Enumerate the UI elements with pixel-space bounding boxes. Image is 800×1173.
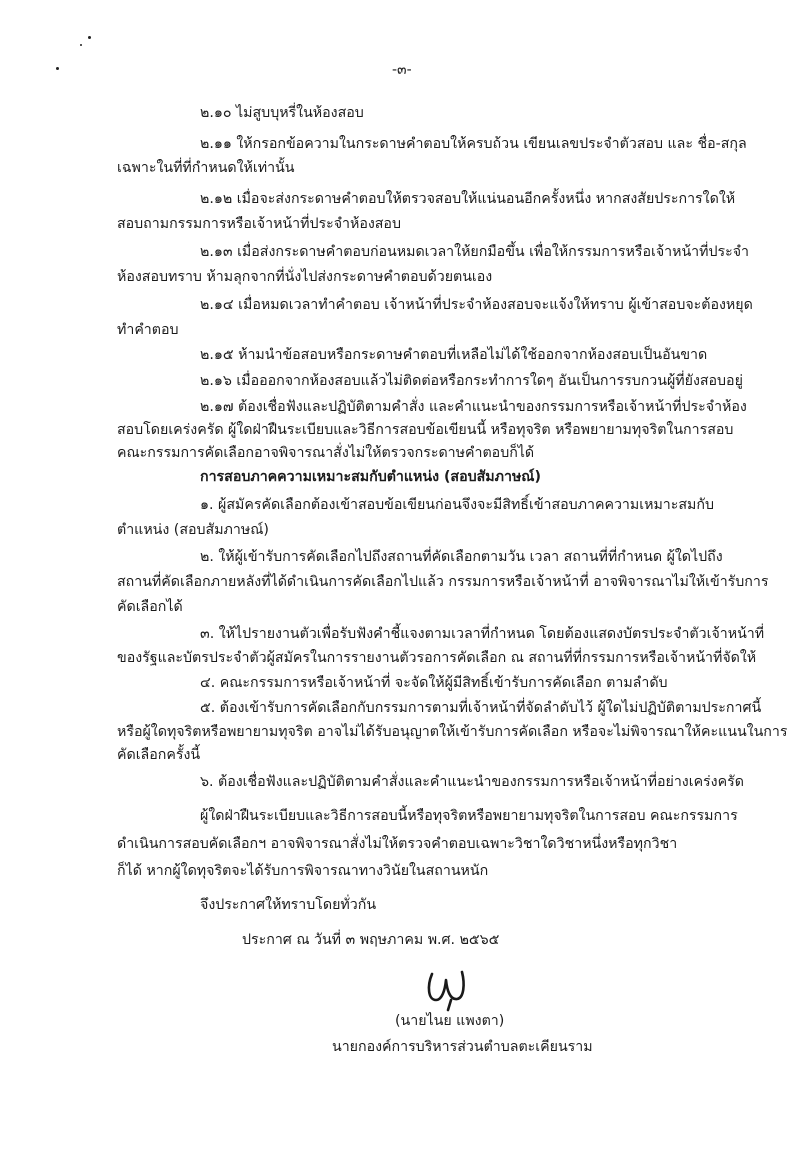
interview-rule-1: ๑. ผู้สมัครคัดเลือกต้องเข้าสอบข้อเขียนก่อนจึงจะมีสิทธิ์เข้าสอบภาคความเหมาะสมกับ — [200, 497, 714, 513]
rule-2-12-cont: สอบถามกรรมการหรือเจ้าหน้าที่ประจำห้องสอบ — [117, 216, 401, 232]
rule-2-14-cont: ทำคำตอบ — [117, 322, 179, 338]
rule-2-17: ๒.๑๗ ต้องเชื่อฟังและปฏิบัติตามคำสั่ง และคำแนะนำของกรรมการหรือเจ้าหน้าที่ประจำห้อง — [200, 399, 747, 415]
rule-2-17-cont: คณะกรรมการคัดเลือกอาจพิจารณาสั่งไม่ให้ตรวจกระดาษคำตอบก็ได้ — [117, 445, 535, 461]
rule-2-16: ๒.๑๖ เมื่อออกจากห้องสอบแล้วไม่ติดต่อหรือกระทำการใดๆ อันเป็นการรบกวนผู้ที่ยังสอบอยู่ — [200, 373, 743, 389]
interview-rule-6: ๖. ต้องเชื่อฟังและปฏิบัติตามคำสั่งและคำแนะนำของกรรมการหรือเจ้าหน้าที่อย่างเคร่งครัด — [200, 774, 744, 790]
page-number: -๓- — [392, 62, 412, 78]
rule-2-14: ๒.๑๔ เมื่อหมดเวลาทำคำตอบ เจ้าหน้าที่ประจำห้องสอบจะแจ้งให้ทราบ ผู้เข้าสอบจะต้องหยุด — [200, 297, 753, 313]
interview-rule-3: ๓. ให้ไปรายงานตัวเพื่อรับฟังคำชี้แจงตามเวลาที่กำหนด โดยต้องแสดงบัตรประจำตัวเจ้าหน้าที่ — [200, 626, 765, 642]
interview-rule-5: ๕. ต้องเข้ารับการคัดเลือกกับกรรมการตามที่เจ้าหน้าที่จัดลำดับไว้ ผู้ใดไม่ปฏิบัติตามประกาศนี้ — [200, 700, 762, 716]
rule-2-13: ๒.๑๓ เมื่อส่งกระดาษคำตอบก่อนหมดเวลาให้ยกมือขึ้น เพื่อให้กรรมการหรือเจ้าหน้าที่ประจำ — [200, 244, 749, 260]
rule-2-13-cont: ห้องสอบทราบ ห้ามลุกจากที่นั่งไปส่งกระดาษคำตอบด้วยตนเอง — [117, 269, 493, 285]
rule-2-12: ๒.๑๒ เมื่อจะส่งกระดาษคำตอบให้ตรวจสอบให้แน่นอนอีกครั้งหนึ่ง หากสงสัยประการใดให้ — [200, 191, 736, 207]
handwritten-signature — [418, 966, 478, 1012]
rule-2-10: ๒.๑๐ ไม่สูบบุหรี่ในห้องสอบ — [200, 105, 364, 121]
rule-2-11-cont: เฉพาะในที่ที่กำหนดให้เท่านั้น — [117, 160, 295, 176]
closing-paragraph-cont: ดำเนินการสอบคัดเลือกฯ อาจพิจารณาสั่งไม่ให้ตรวจคำตอบเฉพาะวิชาใดวิชาหนึ่งหรือทุกวิชา — [117, 836, 678, 852]
closing-paragraph-cont: ก็ได้ หากผู้ใดทุจริตจะได้รับการพิจารณาทางวินัยในสถานหนัก — [117, 863, 489, 879]
rule-2-15: ๒.๑๕ ห้ามนำข้อสอบหรือกระดาษคำตอบที่เหลือไม่ได้ใช้ออกจากห้องสอบเป็นอันขาด — [200, 347, 708, 363]
interview-rule-2: ๒. ให้ผู้เข้ารับการคัดเลือกไปถึงสถานที่คัดเลือกตามวัน เวลา สถานที่ที่กำหนด ผู้ใดไปถึง — [200, 549, 723, 565]
date-line: ประกาศ ณ วันที่ ๓ พฤษภาคม พ.ศ. ๒๕๖๕ — [242, 932, 500, 948]
signer-title: นายกองค์การบริหารส่วนตำบลตะเคียนราม — [332, 1039, 593, 1055]
interview-rule-2-cont: สถานที่คัดเลือกภายหลังที่ได้ดำเนินการคัดเลือกไปแล้ว กรรมการหรือเจ้าหน้าที่ อาจพิจารณาไม่ให้เข้ารับการ — [117, 574, 769, 590]
closing-paragraph: ผู้ใดฝ่าฝืนระเบียบและวิธีการสอบนี้หรือทุจริตหรือพยายามทุจริตในการสอบ คณะกรรมการ — [200, 808, 738, 824]
scan-speck — [80, 44, 82, 46]
interview-rule-5-cont: คัดเลือกครั้งนี้ — [117, 747, 201, 763]
rule-2-17-cont: สอบโดยเคร่งครัด ผู้ใดฝ่าฝืนระเบียบและวิธีการสอบข้อเขียนนี้ หรือทุจริต หรือพยายามทุจริตในการสอบ — [117, 422, 734, 438]
interview-rule-2-cont: คัดเลือกได้ — [117, 599, 183, 615]
interview-rule-3-cont: ของรัฐและบัตรประจำตัวผู้สมัครในการรายงานตัวรอการคัดเลือก ณ สถานที่ที่กรรมการหรือเจ้าหน้าที่จัดให้ — [117, 650, 757, 666]
interview-rule-4: ๔. คณะกรรมการหรือเจ้าหน้าที่ จะจัดให้ผู้มีสิทธิ์เข้ารับการคัดเลือก ตามลำดับ — [200, 675, 668, 691]
rule-2-11: ๒.๑๑ ให้กรอกข้อความในกระดาษคำตอบให้ครบถ้วน เขียนเลขประจำตัวสอบ และ ชื่อ-สกุล — [200, 136, 747, 152]
announcement-line: จึงประกาศให้ทราบโดยทั่วกัน — [200, 897, 377, 913]
scan-speck — [88, 36, 91, 39]
section-heading: การสอบภาคความเหมาะสมกับตำแหน่ง (สอบสัมภาษณ์) — [200, 469, 541, 485]
interview-rule-1-cont: ตำแหน่ง (สอบสัมภาษณ์) — [117, 522, 269, 538]
signer-name: (นายไนย แพงตา) — [395, 1013, 505, 1029]
interview-rule-5-cont: หรือผู้ใดทุจริตหรือพยายามทุจริต อาจไม่ได้รับอนุญาตให้เข้ารับการคัดเลือก หรือจะไม่พิจารณาให้คะแนนในการ — [117, 724, 788, 740]
scan-speck — [56, 67, 59, 70]
